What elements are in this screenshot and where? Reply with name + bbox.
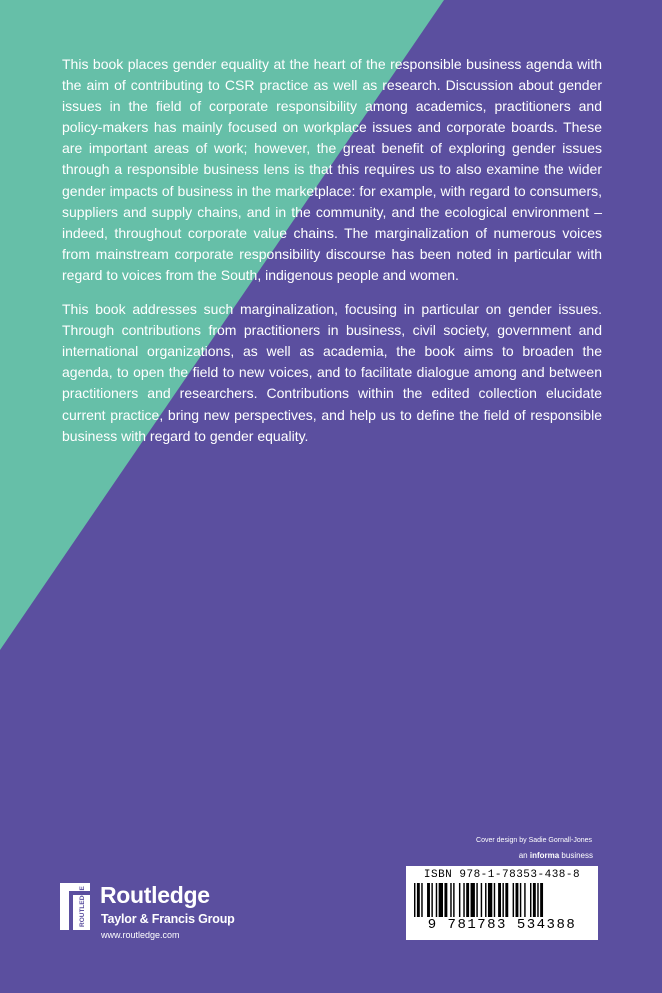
barcode-bar [533, 883, 536, 917]
barcode-bar [481, 883, 482, 917]
barcode-bar [463, 883, 464, 917]
barcode-bar [513, 883, 514, 917]
barcode-bar [498, 883, 501, 917]
isbn-barcode [406, 866, 598, 940]
barcode-bar [471, 883, 475, 917]
back-cover-blurb [62, 54, 602, 460]
barcode-bar [439, 883, 443, 917]
barcode-bar [540, 883, 543, 917]
informa-business-tag [519, 851, 593, 860]
isbn-label: ISBN 978-1-78353-438-8 [423, 869, 581, 881]
barcode-bar [453, 883, 454, 917]
barcode-bar [516, 883, 519, 917]
barcode-bar [537, 883, 538, 917]
barcode-bar [427, 883, 430, 917]
barcode-bar [466, 883, 469, 917]
barcode-bar [530, 883, 531, 917]
barcode-bar [485, 883, 486, 917]
cover-design-credit: Cover design by Sadie Gornall-Jones [476, 837, 592, 844]
blurb-paragraph-2: This book addresses such marginalization, focusing in particular on gender issues. Through contributions from practitioners in business, civil society, government and international organizations, as well as academia, the book aims to broaden the agenda, to open the field to new voices, and to facilitate dialogue among and between practitioners and researchers. Contributions within the edited collection elucidate current practice, bring new perspectives, and help us to define the field of responsible business with regard to gender equality. [62, 301, 602, 444]
barcode-bar [450, 883, 451, 917]
barcode-bar [414, 883, 415, 917]
barcode-bar [417, 883, 420, 917]
barcode-bar [431, 883, 432, 917]
barcode-bar [459, 883, 460, 917]
barcode-bar [520, 883, 521, 917]
barcode-bar [524, 883, 525, 917]
publisher-name: Routledge [100, 882, 210, 908]
barcode-bar [502, 883, 503, 917]
logo-vertical-text: ROUTLEDGE [79, 886, 86, 927]
barcode-bar [476, 883, 477, 917]
barcode-bar [436, 883, 437, 917]
routledge-logo-icon [60, 883, 90, 930]
barcode-bar [488, 883, 492, 917]
barcode-bar [494, 883, 495, 917]
barcode-bar [421, 883, 422, 917]
publisher-url: www.routledge.com [101, 930, 180, 940]
barcode-digits: 9 781783 534388 [427, 917, 577, 933]
barcode-bar [444, 883, 447, 917]
informa-suffix: business [561, 851, 593, 860]
blurb-paragraph-1: This book places gender equality at the heart of the responsible business agenda with the aim of contributing to CSR practice as well as research. Discussion about gender issues in the field of corporate responsibility among academics, practitioners and policy-makers has mainly focused on workplace issues and corporate boards. These are important areas of work; however, the great benefit of exploring gender issues through a responsible business lens is that this requires us to also examine the wider gender impacts of business in the marketplace: for example, with regard to consumers, suppliers and supply chains, and in the community, and the ecological environment – indeed, throughout corporate value chains. The marginalization of numerous voices from mainstream corporate responsibility discourse has been noted in particular with regard to voices from the South, indigenous people and women. [62, 56, 602, 283]
publisher-group: Taylor & Francis Group [101, 912, 235, 926]
barcode-bar [505, 883, 508, 917]
informa-prefix: an [518, 851, 528, 860]
informa-brand: informa [529, 851, 560, 860]
